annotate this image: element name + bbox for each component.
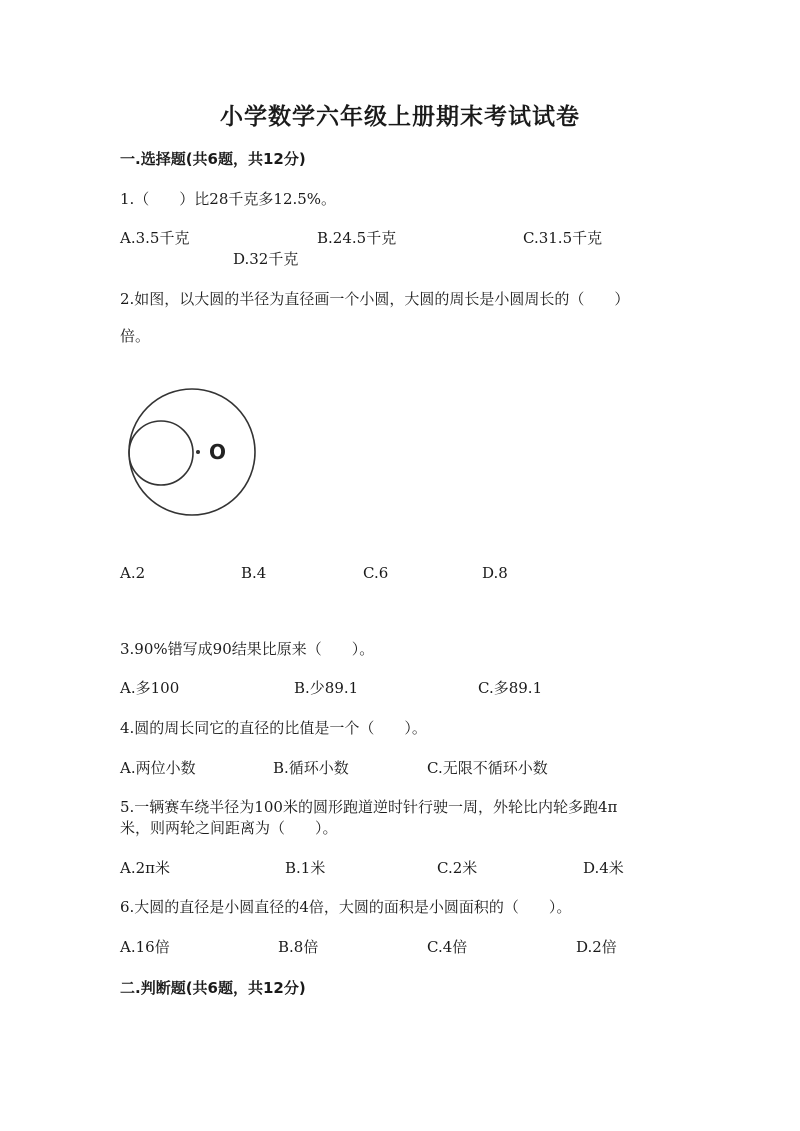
circles-figure [120, 380, 270, 525]
question-6-option-c[interactable]: C.4倍 [427, 938, 468, 956]
question-2-option-c[interactable]: C.6 [363, 564, 389, 582]
question-1-option-d[interactable]: D.32千克 [233, 250, 299, 268]
question-2-option-d[interactable]: D.8 [482, 564, 508, 582]
question-3-option-b[interactable]: B.少89.1 [294, 679, 359, 697]
small-circle [129, 421, 193, 485]
question-2-option-a[interactable]: A.2 [120, 564, 146, 582]
question-3-stem: 3.90%错写成90结果比原来（ ）。 [120, 640, 375, 658]
question-5-stem-line1: 5.一辆赛车绕半径为100米的圆形跑道逆时针行驶一周，外轮比内轮多跑4π [120, 798, 618, 816]
question-5-stem-line2: 米，则两轮之间距离为（ ）。 [120, 819, 338, 837]
question-2-option-b[interactable]: B.4 [241, 564, 267, 582]
question-6-option-b[interactable]: B.8倍 [278, 938, 319, 956]
circles-diagram [120, 380, 270, 525]
question-5-option-c[interactable]: C.2米 [437, 859, 478, 877]
question-6-option-a[interactable]: A.16倍 [120, 938, 170, 956]
large-circle [129, 389, 255, 515]
page-title: 小学数学六年级上册期末考试试卷 [220, 104, 580, 130]
question-5-option-d[interactable]: D.4米 [583, 859, 624, 877]
question-2-stem-line1: 2.如图，以大圆的半径为直径画一个小圆，大圆的周长是小圆周长的（ ） [120, 290, 630, 308]
question-4-option-c[interactable]: C.无限不循环小数 [427, 759, 548, 777]
question-2-stem-line2: 倍。 [120, 327, 151, 345]
question-3-option-a[interactable]: A.多100 [120, 679, 180, 697]
question-4-stem: 4.圆的周长同它的直径的比值是一个（ ）。 [120, 719, 427, 737]
question-5-option-a[interactable]: A.2π米 [120, 859, 171, 877]
section-heading-judgement: 二.判断题(共6题，共12分) [120, 979, 306, 997]
center-point [196, 450, 200, 454]
question-6-option-d[interactable]: D.2倍 [576, 938, 617, 956]
question-3-option-c[interactable]: C.多89.1 [478, 679, 543, 697]
question-1-stem: 1.（ ）比28千克多12.5%。 [120, 190, 337, 208]
question-1-option-b[interactable]: B.24.5千克 [317, 229, 397, 247]
section-heading-choice: 一.选择题(共6题，共12分) [120, 150, 306, 168]
question-1-option-a[interactable]: A.3.5千克 [120, 229, 190, 247]
question-5-option-b[interactable]: B.1米 [285, 859, 326, 877]
question-4-option-a[interactable]: A.两位小数 [120, 759, 196, 777]
center-label: O [209, 440, 227, 464]
question-6-stem: 6.大圆的直径是小圆直径的4倍，大圆的面积是小圆面积的（ ）。 [120, 898, 572, 916]
question-4-option-b[interactable]: B.循环小数 [273, 759, 349, 777]
question-1-option-c[interactable]: C.31.5千克 [523, 229, 603, 247]
